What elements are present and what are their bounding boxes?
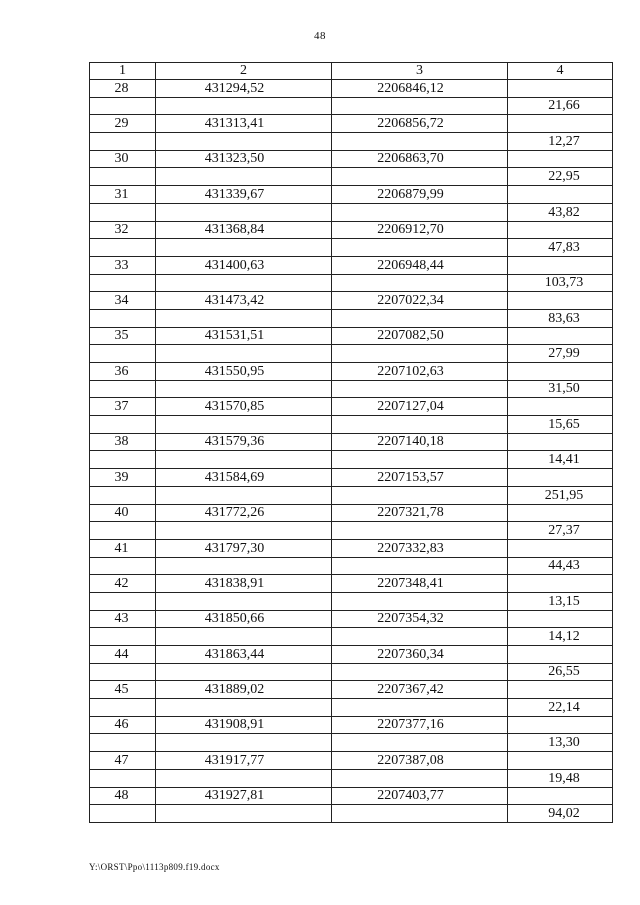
point-number-cell: 29	[90, 115, 156, 133]
empty-cell	[508, 221, 613, 239]
point-row	[90, 433, 613, 451]
x-coordinate-cell: 431368,84	[156, 221, 332, 239]
segment-length-cell: 26,55	[508, 663, 613, 681]
segment-length-cell: 14,41	[508, 451, 613, 469]
point-number-cell: 28	[90, 80, 156, 98]
segment-row	[90, 557, 613, 575]
point-row	[90, 221, 613, 239]
segment-row	[90, 628, 613, 646]
empty-cell	[156, 203, 332, 221]
empty-cell	[156, 133, 332, 151]
empty-cell	[156, 345, 332, 363]
point-number-cell: 33	[90, 256, 156, 274]
segment-length-cell: 13,30	[508, 734, 613, 752]
empty-cell	[332, 451, 508, 469]
segment-length-cell: 43,82	[508, 203, 613, 221]
empty-cell	[332, 628, 508, 646]
empty-cell	[156, 769, 332, 787]
x-coordinate-cell: 431473,42	[156, 292, 332, 310]
empty-cell	[156, 274, 332, 292]
segment-length-cell: 22,95	[508, 168, 613, 186]
point-number-cell: 35	[90, 327, 156, 345]
empty-cell	[156, 805, 332, 823]
column-header-2: 2	[156, 63, 332, 80]
point-row	[90, 115, 613, 133]
segment-row	[90, 699, 613, 717]
empty-cell	[332, 592, 508, 610]
segment-length-cell: 19,48	[508, 769, 613, 787]
empty-cell	[508, 716, 613, 734]
y-coordinate-cell: 2206948,44	[332, 256, 508, 274]
segment-row	[90, 592, 613, 610]
column-header-1: 1	[90, 63, 156, 80]
segment-length-cell: 94,02	[508, 805, 613, 823]
empty-cell	[156, 380, 332, 398]
empty-cell	[332, 309, 508, 327]
x-coordinate-cell: 431294,52	[156, 80, 332, 98]
empty-cell	[90, 734, 156, 752]
empty-cell	[332, 203, 508, 221]
segment-length-cell: 27,99	[508, 345, 613, 363]
point-row	[90, 504, 613, 522]
y-coordinate-cell: 2207348,41	[332, 575, 508, 593]
empty-cell	[90, 168, 156, 186]
empty-cell	[90, 663, 156, 681]
empty-cell	[332, 734, 508, 752]
empty-cell	[156, 97, 332, 115]
empty-cell	[90, 274, 156, 292]
empty-cell	[508, 752, 613, 770]
x-coordinate-cell: 431313,41	[156, 115, 332, 133]
segment-row	[90, 769, 613, 787]
point-number-cell: 41	[90, 539, 156, 557]
segment-row	[90, 133, 613, 151]
point-row	[90, 398, 613, 416]
y-coordinate-cell: 2207022,34	[332, 292, 508, 310]
empty-cell	[332, 557, 508, 575]
segment-row	[90, 345, 613, 363]
point-row	[90, 716, 613, 734]
empty-cell	[508, 469, 613, 487]
point-row	[90, 681, 613, 699]
y-coordinate-cell: 2207082,50	[332, 327, 508, 345]
empty-cell	[508, 646, 613, 664]
empty-cell	[90, 699, 156, 717]
x-coordinate-cell: 431400,63	[156, 256, 332, 274]
segment-row	[90, 663, 613, 681]
empty-cell	[90, 203, 156, 221]
segment-length-cell: 83,63	[508, 309, 613, 327]
point-number-cell: 45	[90, 681, 156, 699]
empty-cell	[90, 380, 156, 398]
segment-length-cell: 13,15	[508, 592, 613, 610]
segment-row	[90, 734, 613, 752]
segment-length-cell: 15,65	[508, 416, 613, 434]
y-coordinate-cell: 2207321,78	[332, 504, 508, 522]
segment-row	[90, 451, 613, 469]
x-coordinate-cell: 431850,66	[156, 610, 332, 628]
empty-cell	[90, 486, 156, 504]
point-number-cell: 48	[90, 787, 156, 805]
x-coordinate-cell: 431323,50	[156, 150, 332, 168]
point-row	[90, 292, 613, 310]
empty-cell	[508, 115, 613, 133]
segment-row	[90, 805, 613, 823]
segment-length-cell: 27,37	[508, 522, 613, 540]
point-number-cell: 32	[90, 221, 156, 239]
empty-cell	[90, 345, 156, 363]
segment-row	[90, 416, 613, 434]
empty-cell	[332, 345, 508, 363]
segment-row	[90, 274, 613, 292]
empty-cell	[332, 380, 508, 398]
empty-cell	[508, 186, 613, 204]
point-number-cell: 37	[90, 398, 156, 416]
y-coordinate-cell: 2207332,83	[332, 539, 508, 557]
point-number-cell: 38	[90, 433, 156, 451]
y-coordinate-cell: 2207403,77	[332, 787, 508, 805]
x-coordinate-cell: 431579,36	[156, 433, 332, 451]
y-coordinate-cell: 2207102,63	[332, 363, 508, 381]
point-number-cell: 31	[90, 186, 156, 204]
segment-length-cell: 44,43	[508, 557, 613, 575]
empty-cell	[156, 416, 332, 434]
segment-length-cell: 103,73	[508, 274, 613, 292]
segment-length-cell: 47,83	[508, 239, 613, 257]
table-header-row	[90, 63, 613, 80]
empty-cell	[332, 97, 508, 115]
column-header-4: 4	[508, 63, 613, 80]
empty-cell	[90, 628, 156, 646]
segment-row	[90, 168, 613, 186]
empty-cell	[90, 592, 156, 610]
point-row	[90, 80, 613, 98]
point-row	[90, 327, 613, 345]
empty-cell	[156, 734, 332, 752]
empty-cell	[332, 486, 508, 504]
point-row	[90, 150, 613, 168]
x-coordinate-cell: 431772,26	[156, 504, 332, 522]
empty-cell	[508, 575, 613, 593]
segment-row	[90, 522, 613, 540]
empty-cell	[508, 433, 613, 451]
empty-cell	[90, 416, 156, 434]
x-coordinate-cell: 431863,44	[156, 646, 332, 664]
empty-cell	[90, 522, 156, 540]
x-coordinate-cell: 431797,30	[156, 539, 332, 557]
empty-cell	[156, 592, 332, 610]
empty-cell	[156, 663, 332, 681]
empty-cell	[156, 309, 332, 327]
x-coordinate-cell: 431917,77	[156, 752, 332, 770]
x-coordinate-cell: 431531,51	[156, 327, 332, 345]
column-header-3: 3	[332, 63, 508, 80]
empty-cell	[90, 769, 156, 787]
y-coordinate-cell: 2207140,18	[332, 433, 508, 451]
segment-length-cell: 31,50	[508, 380, 613, 398]
point-number-cell: 36	[90, 363, 156, 381]
point-row	[90, 186, 613, 204]
empty-cell	[90, 309, 156, 327]
empty-cell	[332, 663, 508, 681]
empty-cell	[156, 699, 332, 717]
segment-row	[90, 486, 613, 504]
point-row	[90, 752, 613, 770]
point-number-cell: 44	[90, 646, 156, 664]
point-row	[90, 610, 613, 628]
segment-row	[90, 239, 613, 257]
x-coordinate-cell: 431570,85	[156, 398, 332, 416]
table-body	[90, 80, 613, 823]
point-number-cell: 30	[90, 150, 156, 168]
y-coordinate-cell: 2206879,99	[332, 186, 508, 204]
x-coordinate-cell: 431927,81	[156, 787, 332, 805]
empty-cell	[156, 557, 332, 575]
y-coordinate-cell: 2206846,12	[332, 80, 508, 98]
y-coordinate-cell: 2207387,08	[332, 752, 508, 770]
y-coordinate-cell: 2207354,32	[332, 610, 508, 628]
y-coordinate-cell: 2206863,70	[332, 150, 508, 168]
empty-cell	[90, 133, 156, 151]
file-path-footer: Y:\ORST\Ppo\1113p809.f19.docx	[89, 862, 220, 872]
x-coordinate-cell: 431889,02	[156, 681, 332, 699]
point-number-cell: 47	[90, 752, 156, 770]
empty-cell	[508, 256, 613, 274]
empty-cell	[156, 168, 332, 186]
empty-cell	[332, 699, 508, 717]
y-coordinate-cell: 2206856,72	[332, 115, 508, 133]
empty-cell	[508, 610, 613, 628]
empty-cell	[90, 239, 156, 257]
empty-cell	[156, 486, 332, 504]
empty-cell	[508, 80, 613, 98]
empty-cell	[508, 327, 613, 345]
point-number-cell: 46	[90, 716, 156, 734]
empty-cell	[90, 451, 156, 469]
empty-cell	[332, 769, 508, 787]
empty-cell	[332, 522, 508, 540]
y-coordinate-cell: 2206912,70	[332, 221, 508, 239]
point-row	[90, 539, 613, 557]
point-row	[90, 575, 613, 593]
empty-cell	[332, 416, 508, 434]
y-coordinate-cell: 2207360,34	[332, 646, 508, 664]
empty-cell	[332, 239, 508, 257]
y-coordinate-cell: 2207367,42	[332, 681, 508, 699]
segment-row	[90, 203, 613, 221]
empty-cell	[508, 292, 613, 310]
empty-cell	[508, 363, 613, 381]
point-number-cell: 42	[90, 575, 156, 593]
empty-cell	[156, 239, 332, 257]
empty-cell	[90, 97, 156, 115]
segment-length-cell: 22,14	[508, 699, 613, 717]
y-coordinate-cell: 2207377,16	[332, 716, 508, 734]
empty-cell	[508, 787, 613, 805]
y-coordinate-cell: 2207127,04	[332, 398, 508, 416]
coordinates-table	[89, 62, 613, 823]
point-row	[90, 787, 613, 805]
empty-cell	[156, 522, 332, 540]
y-coordinate-cell: 2207153,57	[332, 469, 508, 487]
segment-length-cell: 251,95	[508, 486, 613, 504]
empty-cell	[156, 628, 332, 646]
point-number-cell: 34	[90, 292, 156, 310]
empty-cell	[332, 133, 508, 151]
empty-cell	[332, 274, 508, 292]
point-number-cell: 40	[90, 504, 156, 522]
x-coordinate-cell: 431550,95	[156, 363, 332, 381]
segment-row	[90, 380, 613, 398]
x-coordinate-cell: 431339,67	[156, 186, 332, 204]
point-row	[90, 256, 613, 274]
empty-cell	[332, 805, 508, 823]
x-coordinate-cell: 431584,69	[156, 469, 332, 487]
point-number-cell: 39	[90, 469, 156, 487]
segment-row	[90, 309, 613, 327]
empty-cell	[508, 681, 613, 699]
empty-cell	[90, 557, 156, 575]
empty-cell	[156, 451, 332, 469]
segment-row	[90, 97, 613, 115]
point-number-cell: 43	[90, 610, 156, 628]
segment-length-cell: 21,66	[508, 97, 613, 115]
point-row	[90, 646, 613, 664]
page-number: 48	[314, 30, 326, 42]
point-row	[90, 469, 613, 487]
segment-length-cell: 14,12	[508, 628, 613, 646]
x-coordinate-cell: 431908,91	[156, 716, 332, 734]
empty-cell	[90, 805, 156, 823]
x-coordinate-cell: 431838,91	[156, 575, 332, 593]
empty-cell	[508, 504, 613, 522]
empty-cell	[508, 539, 613, 557]
empty-cell	[508, 150, 613, 168]
empty-cell	[508, 398, 613, 416]
empty-cell	[332, 168, 508, 186]
point-row	[90, 363, 613, 381]
segment-length-cell: 12,27	[508, 133, 613, 151]
